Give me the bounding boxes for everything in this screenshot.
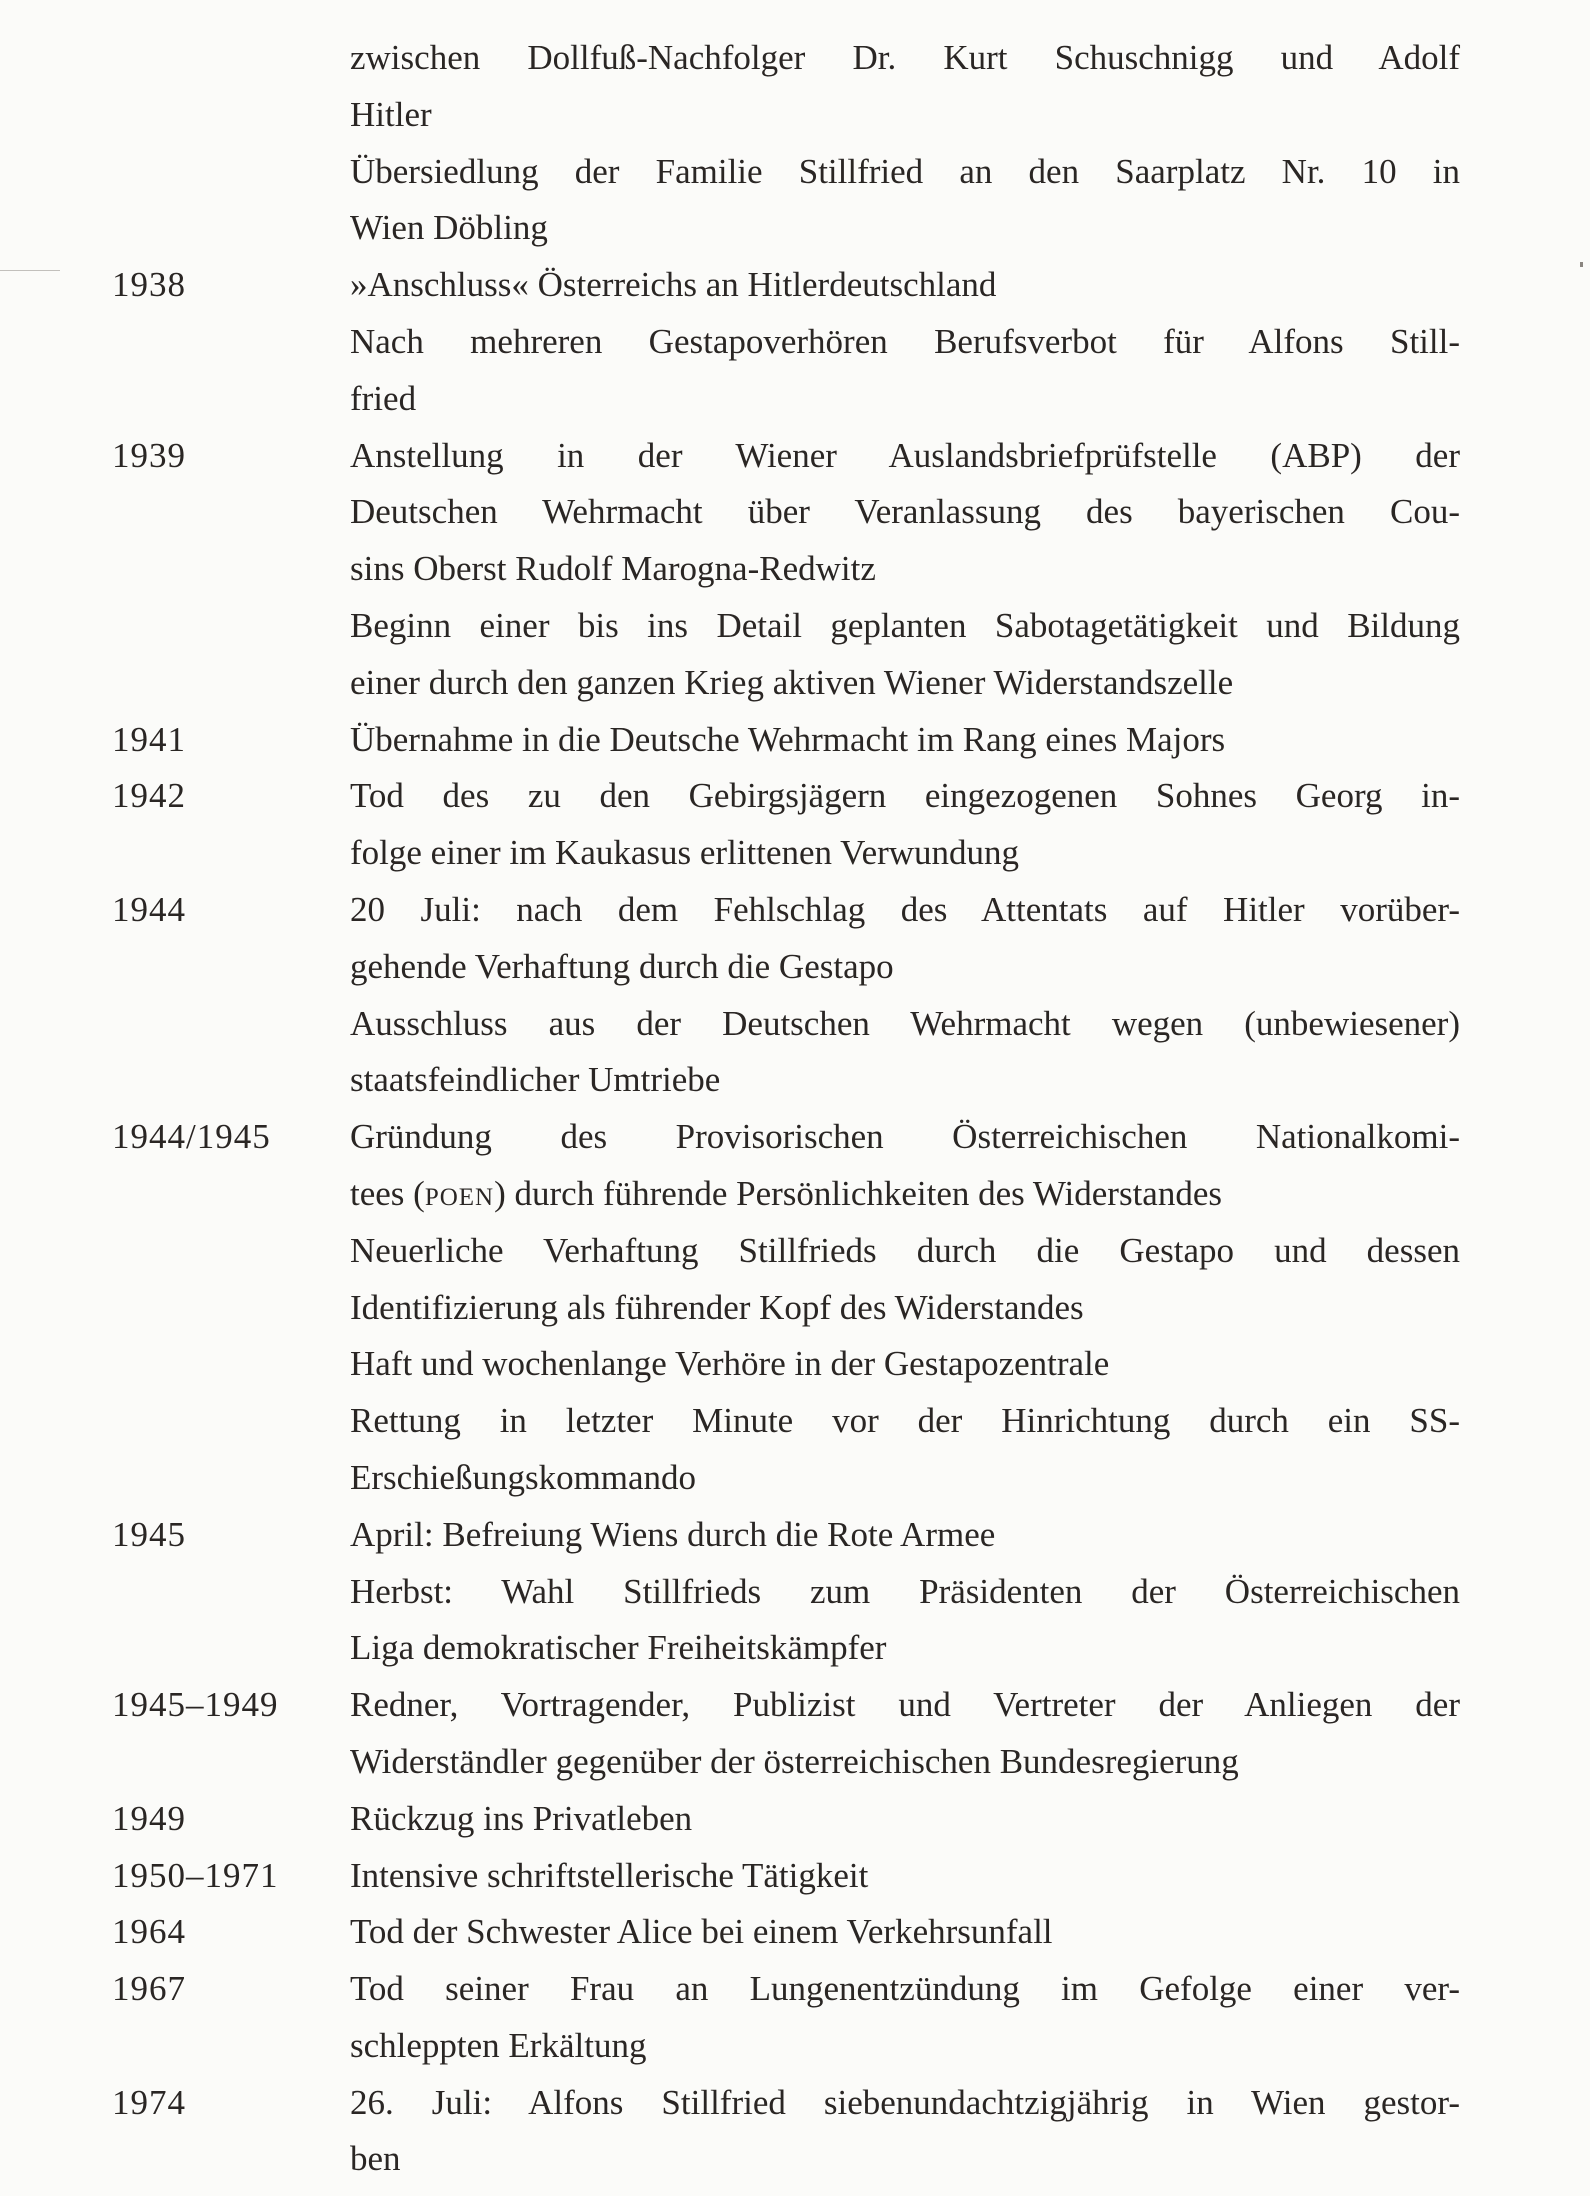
entry-line: Übersiedlung der Familie Stillfried an den Saarplatz Nr. 10 in: [350, 151, 1460, 191]
entry-line: Hitler: [350, 94, 432, 134]
entry-line: »Anschluss« Österreichs an Hitlerdeutschland: [350, 265, 997, 305]
entry-line: Intensive schriftstellerische Tätigkeit: [350, 1855, 869, 1895]
entry-text: [350, 1109, 1460, 1507]
entry-line: fried: [350, 378, 417, 418]
entry-text: [350, 1848, 1460, 1905]
entry-line: Erschießungskommando: [350, 1457, 697, 1497]
timeline-entry: [112, 2075, 1460, 2189]
entry-line: folge einer im Kaukasus erlittenen Verwundung: [350, 833, 1020, 873]
entry-line: Liga demokratischer Freiheitskämpfer: [350, 1628, 887, 1668]
entry-line: 26. Juli: Alfons Stillfried siebenundachtzigjährig in Wien gestor-: [350, 2082, 1460, 2122]
entry-year: 1939: [112, 435, 186, 475]
entry-line: tees (poen) durch führende Persönlichkeiten des Widerstandes: [350, 1173, 1222, 1213]
timeline-entry: [112, 1507, 1460, 1677]
entry-line: Rettung in letzter Minute vor der Hinrichtung durch ein SS-: [350, 1401, 1460, 1441]
entry-line: April: Befreiung Wiens durch die Rote Armee: [350, 1514, 996, 1554]
entry-line: Wien Döbling: [350, 208, 548, 248]
entry-line: Herbst: Wahl Stillfrieds zum Präsidenten der Österreichischen: [350, 1571, 1460, 1611]
entry-year: 1974: [112, 2082, 186, 2122]
timeline-entry: [112, 1961, 1460, 2075]
timeline-entry: [112, 712, 1460, 769]
timeline-entry: [112, 1677, 1460, 1791]
entry-year: [112, 30, 350, 257]
entry-line: Tod seiner Frau an Lungenentzündung im Gefolge einer ver-: [350, 1969, 1460, 2009]
entry-year: 1941: [112, 719, 186, 759]
entry-text: [350, 882, 1460, 1109]
entry-year: 1944/1945: [112, 1117, 271, 1157]
entry-line: einer durch den ganzen Krieg aktiven Wiener Widerstandszelle: [350, 662, 1234, 702]
timeline-entry: [112, 1848, 1460, 1905]
entry-line: Haft und wochenlange Verhöre in der Gestapozentrale: [350, 1344, 1110, 1384]
entry-year: 1944: [112, 889, 186, 929]
entry-line: Beginn einer bis ins Detail geplanten Sabotagetätigkeit und Bildung: [350, 605, 1460, 645]
entry-line: sins Oberst Rudolf Marogna-Redwitz: [350, 549, 876, 589]
entry-text: [350, 1791, 1460, 1848]
entry-line: 20 Juli: nach dem Fehlschlag des Attentats auf Hitler vorüber-: [350, 889, 1460, 929]
timeline-entry: [112, 882, 1460, 1109]
timeline-entry: [112, 428, 1460, 712]
entry-line: Deutschen Wehrmacht über Veranlassung des bayerischen Cou-: [350, 492, 1460, 532]
entry-text: [350, 1961, 1460, 2075]
entry-line: Neuerliche Verhaftung Stillfrieds durch die Gestapo und dessen: [350, 1230, 1460, 1270]
entry-line: Widerständler gegenüber der österreichischen Bundesregierung: [350, 1741, 1239, 1781]
entry-line: Redner, Vortragender, Publizist und Vertreter der Anliegen der: [350, 1685, 1460, 1725]
entry-year: 1964: [112, 1912, 186, 1952]
timeline-entry: [112, 768, 1460, 882]
entry-year: 1967: [112, 1969, 186, 2009]
entry-line: Identifizierung als führender Kopf des Widerstandes: [350, 1287, 1084, 1327]
entry-line: Ausschluss aus der Deutschen Wehrmacht wegen (unbewiesener): [350, 1003, 1460, 1043]
entry-line: Gründung des Provisorischen Österreichischen Nationalkomi-: [350, 1117, 1460, 1157]
scan-artifact: [0, 270, 60, 271]
entry-text: [350, 30, 1460, 257]
timeline-entry: [112, 1109, 1460, 1507]
entry-line: staatsfeindlicher Umtriebe: [350, 1060, 721, 1100]
timeline-entry: [112, 1791, 1460, 1848]
entry-line: zwischen Dollfuß-Nachfolger Dr. Kurt Schuschnigg und Adolf: [350, 38, 1460, 77]
entry-line: gehende Verhaftung durch die Gestapo: [350, 946, 894, 986]
abbreviation: poen: [424, 1173, 495, 1213]
entry-line: Tod der Schwester Alice bei einem Verkehrsunfall: [350, 1912, 1053, 1952]
chronology-timeline: [112, 30, 1460, 2188]
timeline-entry: [112, 30, 1460, 257]
entry-line: Rückzug ins Privatleben: [350, 1798, 693, 1838]
entry-year: 1942: [112, 776, 186, 816]
entry-line: Tod des zu den Gebirgsjägern eingezogenen Sohnes Georg in-: [350, 776, 1460, 816]
scan-artifact: [1580, 262, 1583, 267]
entry-year: 1949: [112, 1798, 186, 1838]
entry-year: 1950–1971: [112, 1855, 279, 1895]
entry-line: schleppten Erkältung: [350, 2025, 647, 2065]
entry-text: [350, 428, 1460, 712]
entry-year: 1938: [112, 265, 186, 305]
timeline-entry: [112, 1904, 1460, 1961]
entry-text: [350, 768, 1460, 882]
entry-text: [350, 1904, 1460, 1961]
timeline-entry: [112, 257, 1460, 427]
entry-line: Nach mehreren Gestapoverhören Berufsverbot für Alfons Still-: [350, 321, 1460, 361]
entry-year: 1945–1949: [112, 1685, 279, 1725]
entry-text: [350, 1507, 1460, 1677]
entry-year: 1945: [112, 1514, 186, 1554]
entry-text: [350, 712, 1460, 769]
entry-line: Anstellung in der Wiener Auslandsbriefprüfstelle (ABP) der: [350, 435, 1460, 475]
entry-line: Übernahme in die Deutsche Wehrmacht im Rang eines Majors: [350, 719, 1226, 759]
entry-text: [350, 2075, 1460, 2189]
entry-line: ben: [350, 2139, 401, 2179]
entry-text: [350, 257, 1460, 427]
entry-text: [350, 1677, 1460, 1791]
